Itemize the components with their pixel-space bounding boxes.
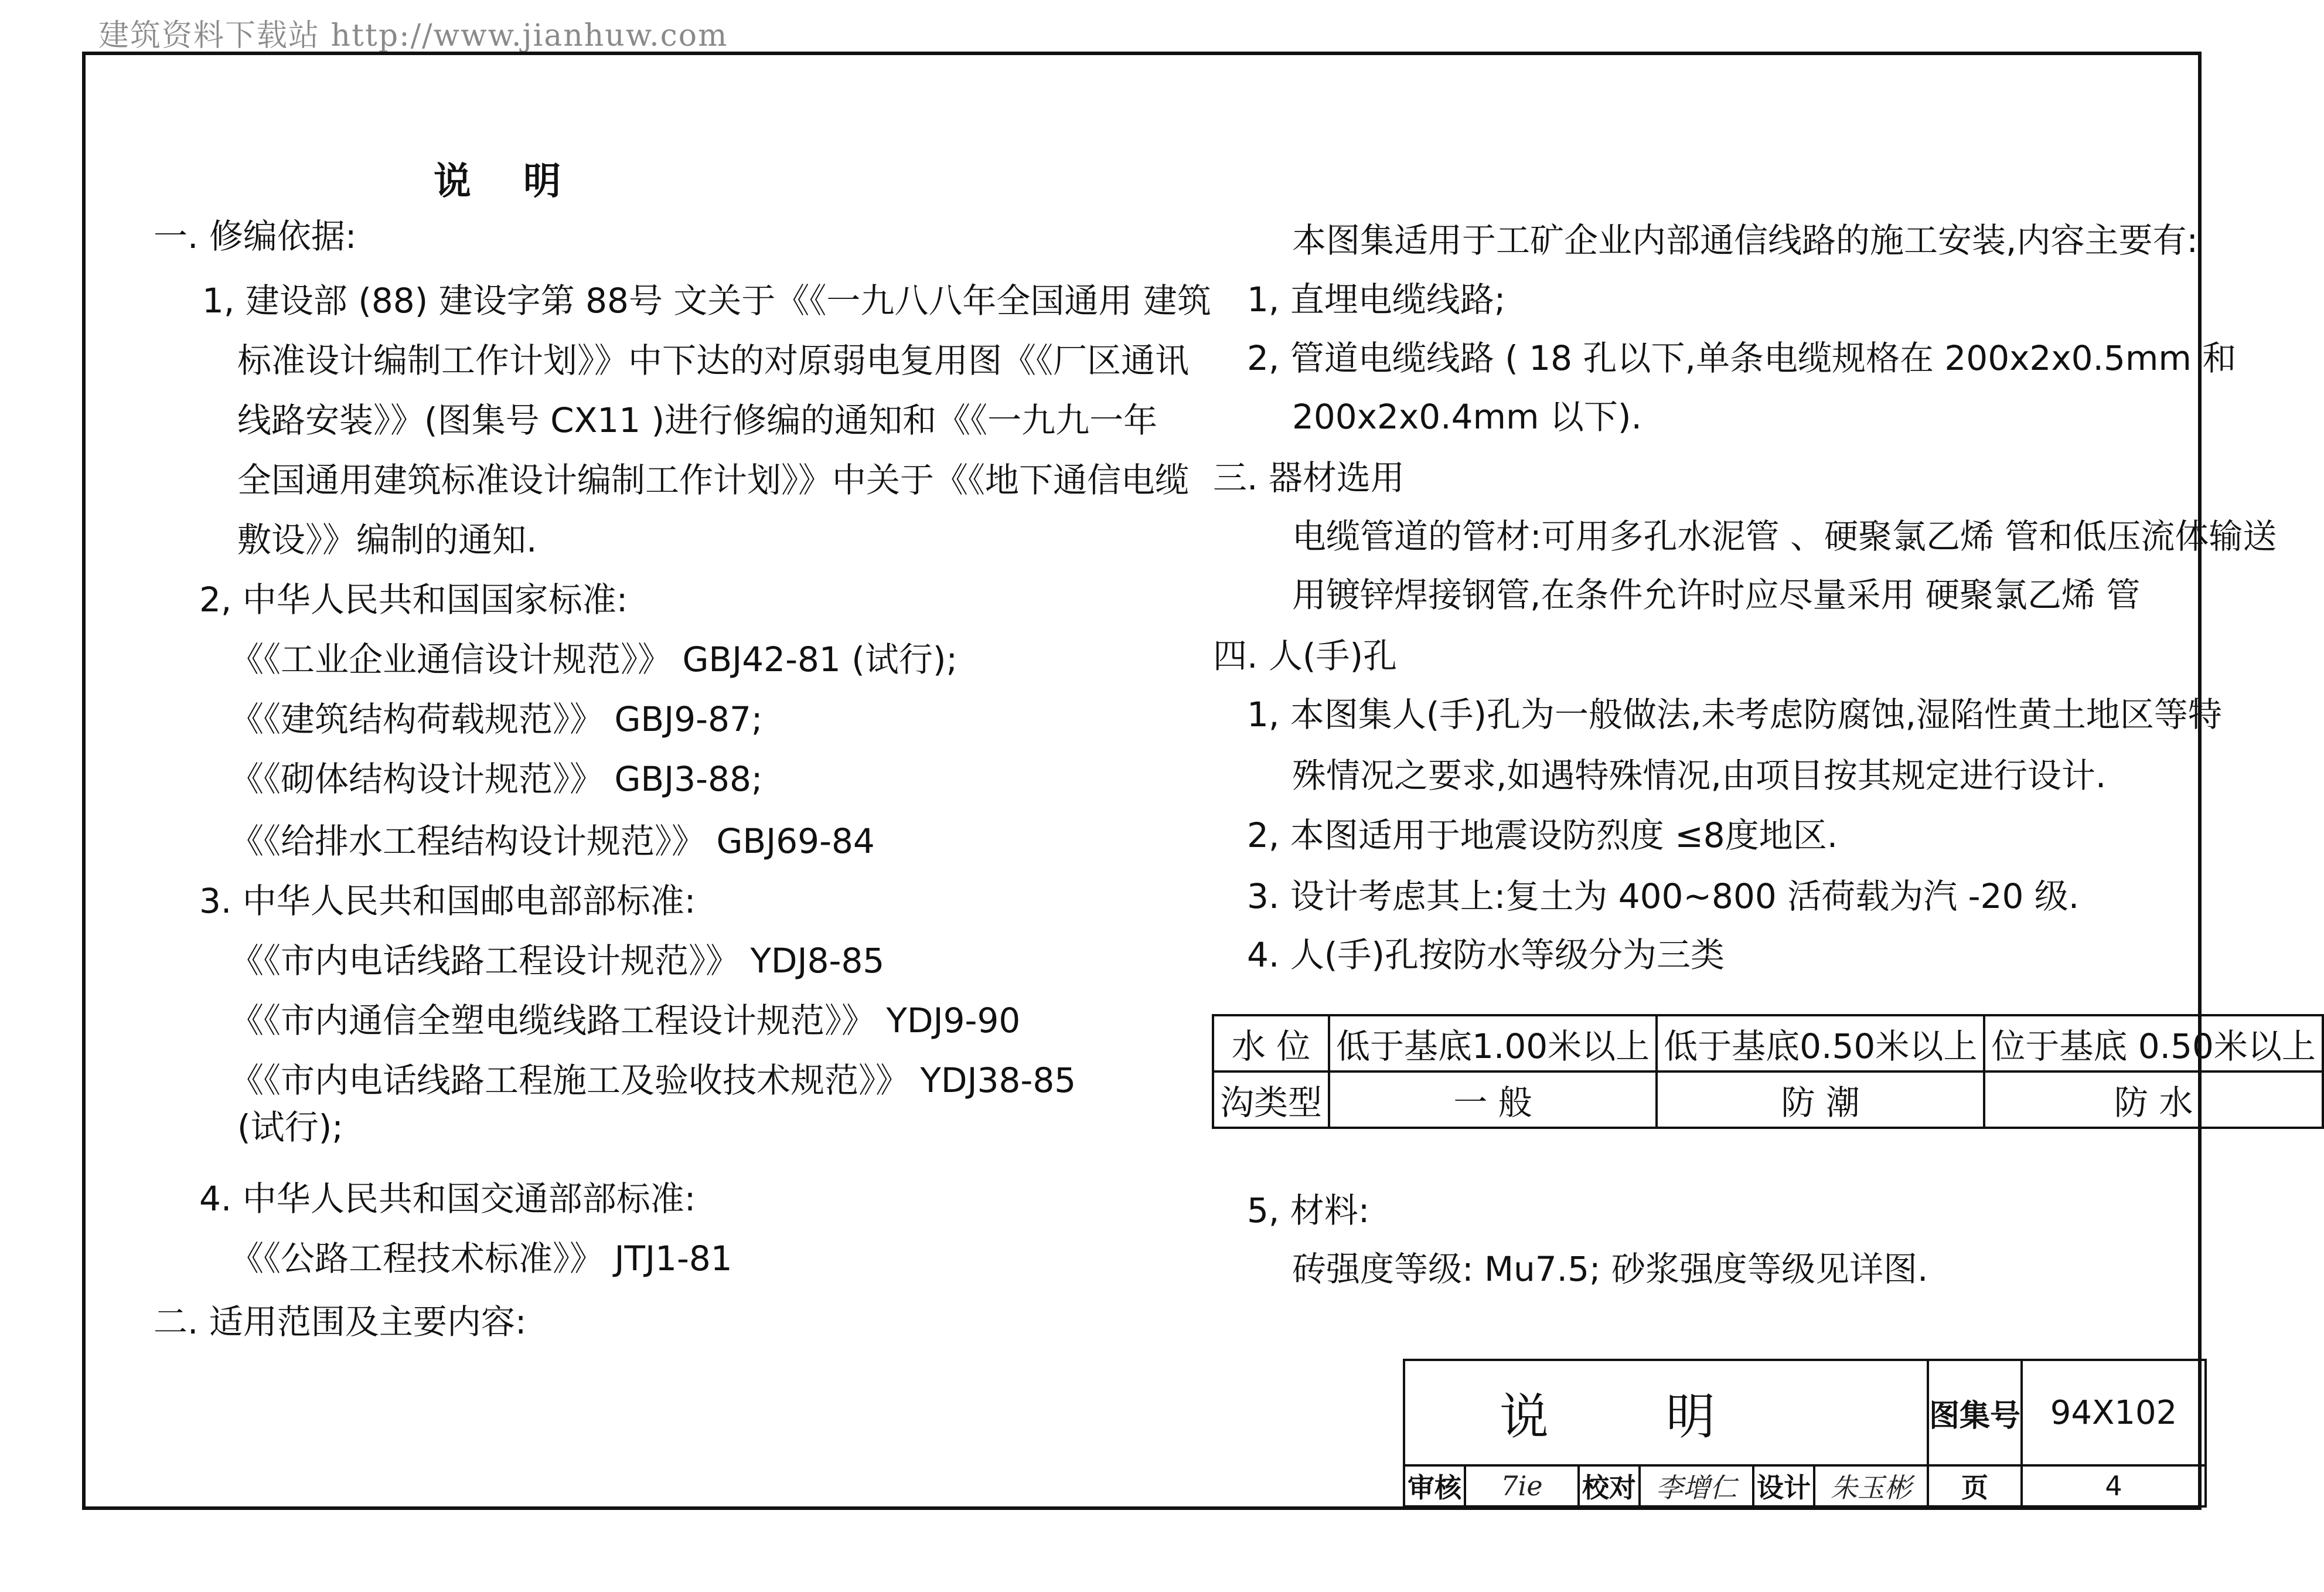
manhole-item-4: 4. 人(手)孔按防水等级分为三类 <box>1247 935 1725 975</box>
check-signature: 李增仁 <box>1640 1465 1753 1506</box>
standard-gbj3: 《《砌体结构设计规范》》 GBJ3-88; <box>230 759 763 799</box>
table-row <box>1213 1015 2323 1071</box>
check-label: 校对 <box>1579 1465 1640 1506</box>
manhole-item-1-b: 殊情况之要求,如遇特殊情况,由项目按其规定进行设计. <box>1292 756 2107 795</box>
page-heading: 说 明 <box>434 160 561 203</box>
table-cell: 位于基底 0.50米以上 <box>1984 1015 2323 1071</box>
basis-1-line-b: 标准设计编制工作计划》》中下达的对原弱电复用图《《厂区通讯 <box>237 341 1190 380</box>
standard-ydj38: 《《市内电话线路工程施工及验收技术规范》》 YDJ38-85 <box>230 1060 1076 1100</box>
basis-1-line-e: 敷设》》编制的通知. <box>237 520 537 560</box>
section-3-title: 三. 器材选用 <box>1213 458 1405 498</box>
standard-jtj1: 《《公路工程技术标准》》 JTJ1-81 <box>230 1239 732 1278</box>
basis-1-line-d: 全国通用建筑标准设计编制工作计划》》中关于《《地下通信电缆 <box>237 460 1190 500</box>
section-1-title: 一. 修编依据: <box>154 216 357 256</box>
standard-gbj42: 《《工业企业通信设计规范》》 GBJ42-81 (试行); <box>230 639 958 679</box>
table-cell: 沟类型 <box>1213 1071 1329 1128</box>
table-cell: 防 水 <box>1984 1071 2323 1128</box>
scope-item-2-a: 2, 管道电缆线路 ( 18 孔以下,单条电缆规格在 200x2x0.5mm 和 <box>1247 338 2237 378</box>
atlas-number-label: 图集号 <box>1928 1360 2022 1465</box>
basis-4-title: 4. 中华人民共和国交通部部标准: <box>199 1179 696 1219</box>
scope-intro: 本图集适用于工矿企业内部通信线路的施工安装,内容主要有: <box>1292 220 2198 260</box>
watermark-text: 建筑资料下载站 http://www.jianhuw.com <box>98 18 728 53</box>
scope-item-1: 1, 直埋电缆线路; <box>1247 280 1506 319</box>
manhole-item-2: 2, 本图适用于地震设防烈度 ≤8度地区. <box>1247 815 1838 855</box>
materials-line-a: 电缆管道的管材:可用多孔水泥管 、硬聚氯乙烯 管和低压流体输送 <box>1292 516 2277 556</box>
table-cell: 低于基底0.50米以上 <box>1657 1015 1984 1071</box>
basis-3-title: 3. 中华人民共和国邮电部部标准: <box>199 881 696 921</box>
materials-line-b: 用镀锌焊接钢管,在条件允许时应尽量采用 硬聚氯乙烯 管 <box>1292 575 2141 615</box>
manhole-item-3: 3. 设计考虑其上:复土为 400~800 活荷载为汽 -20 级. <box>1247 876 2080 916</box>
waterproof-class-table <box>1212 1014 2324 1129</box>
title-block-title: 说明 <box>1404 1360 1928 1465</box>
brick-mortar-grade: 砖强度等级: Mu7.5; 砂浆强度等级见详图. <box>1292 1249 1928 1289</box>
standard-ydj8: 《《市内电话线路工程设计规范》》 YDJ8-85 <box>230 941 885 981</box>
title-block <box>1403 1359 2207 1508</box>
table-row <box>1213 1071 2323 1128</box>
standard-gbj69: 《《给排水工程结构设计规范》》 GBJ69-84 <box>230 821 875 861</box>
page-number: 4 <box>2022 1465 2206 1506</box>
table-cell: 低于基底1.00米以上 <box>1329 1015 1657 1071</box>
section-2-title: 二. 适用范围及主要内容: <box>154 1302 527 1342</box>
design-signature: 朱玉彬 <box>1814 1465 1928 1506</box>
page-label: 页 <box>1928 1465 2022 1506</box>
basis-2-title: 2, 中华人民共和国国家标准: <box>199 580 628 620</box>
manhole-item-1-a: 1, 本图集人(手)孔为一般做法,未考虑防腐蚀,湿陷性黄土地区等特 <box>1247 695 2222 734</box>
atlas-number: 94X102 <box>2022 1360 2206 1465</box>
basis-1-line-c: 线路安装》》(图集号 CX11 )进行修编的通知和《《一九九一年 <box>237 400 1158 440</box>
review-signature: 7ie <box>1465 1465 1579 1506</box>
review-label: 审核 <box>1404 1465 1465 1506</box>
table-cell: 防 潮 <box>1657 1071 1984 1128</box>
table-cell: 水 位 <box>1213 1015 1329 1071</box>
standard-ydj38-trial: (试行); <box>237 1107 343 1147</box>
manhole-item-5: 5, 材料: <box>1247 1190 1370 1230</box>
standard-ydj9: 《《市内通信全塑电缆线路工程设计规范》》 YDJ9-90 <box>230 1001 1021 1040</box>
section-4-title: 四. 人(手)孔 <box>1213 636 1398 676</box>
basis-1-line-a: 1, 建设部 (88) 建设字第 88号 文关于《《一九八八年全国通用 建筑 <box>202 281 1211 321</box>
table-cell: 一 般 <box>1329 1071 1657 1128</box>
standard-gbj9: 《《建筑结构荷载规范》》 GBJ9-87; <box>230 699 763 739</box>
scope-item-2-b: 200x2x0.4mm 以下). <box>1292 397 1642 437</box>
design-label: 设计 <box>1753 1465 1814 1506</box>
